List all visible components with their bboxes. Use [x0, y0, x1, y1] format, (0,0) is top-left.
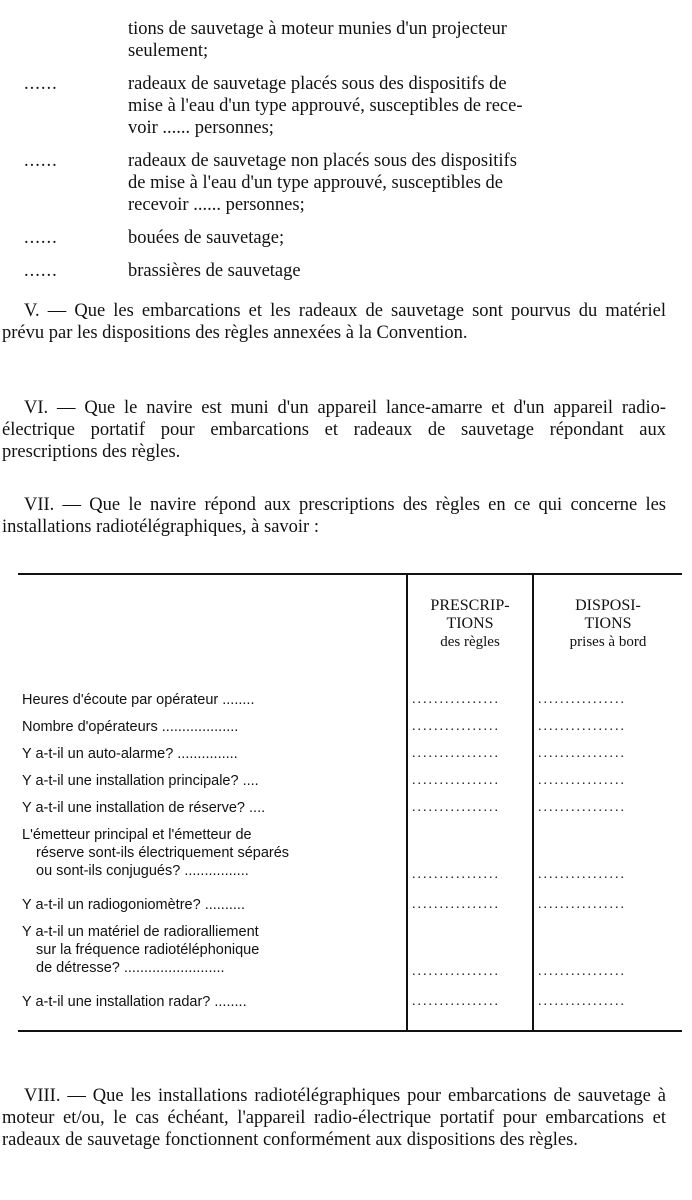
list-item	[0, 18, 692, 62]
table-cell: ................	[538, 867, 626, 882]
table-row-label: Y a-t-il une installation radar? ........	[22, 994, 247, 1010]
list-item-line: seulement;	[128, 41, 209, 61]
list-item-dots: ......	[24, 228, 58, 248]
list-item-line: tions de sauvetage à moteur munies d'un projecteur	[128, 19, 507, 39]
row-labels	[18, 677, 406, 1030]
table-cell: ................	[538, 800, 626, 815]
prescriptions-column	[406, 677, 532, 1030]
table-row-label: Y a-t-il un matériel de radioralliement sur la fréquence radiotéléphonique de détresse? .........................	[22, 924, 260, 976]
table-cell: ................	[538, 719, 626, 734]
list-item-line: bouées de sauvetage;	[128, 228, 285, 248]
table-body	[18, 677, 682, 1030]
list-item-dots: ......	[24, 261, 58, 281]
table-cell: ................	[412, 867, 500, 882]
list-item-dots: ......	[24, 151, 58, 171]
paragraph-vi: VI. — Que le navire est muni d'un appareil lance-amarre et d'un appareil radio-électrique portatif pour embarcations et radeaux de sauvetage répondant aux prescriptions des règles.	[2, 398, 666, 462]
column-header-prescriptions: PRESCRIP- TIONS des règles	[406, 575, 532, 677]
table-row-label: Y a-t-il un radiogoniomètre? ..........	[22, 897, 245, 913]
paragraph-viii: VIII. — Que les installations radiotélégraphiques pour embarcations de sauvetage à moteur et/ou, le cas échéant, l'appareil radio-électrique portatif pour embarcations et radeaux de sauvetage fonctionnent conformément aux dispositions des règles.	[2, 1086, 666, 1150]
list-item-line: de mise à l'eau d'un type approuvé, susceptibles de	[128, 173, 504, 193]
table-row-label: Y a-t-il un auto-alarme? ...............	[22, 746, 238, 762]
list-item-line: voir ...... personnes;	[128, 118, 274, 138]
radio-installations-table	[18, 573, 682, 1032]
table-cell: ................	[412, 964, 500, 979]
list-item	[0, 260, 692, 282]
table-cell: ................	[412, 719, 500, 734]
list-item-line: brassières de sauvetage	[128, 261, 301, 281]
table-row-label: Y a-t-il une installation de réserve? ....	[22, 800, 266, 816]
table-cell: ................	[412, 994, 500, 1009]
table-cell: ................	[412, 746, 500, 761]
table-row-label: Nombre d'opérateurs ...................	[22, 719, 239, 735]
table-row-label: L'émetteur principal et l'émetteur de réserve sont-ils électriquement séparés ou sont-ils conjugués? ................	[22, 827, 290, 879]
table-cell: ................	[538, 692, 626, 707]
lifesaving-list	[0, 18, 692, 293]
table-cell: ................	[412, 773, 500, 788]
list-item-dots: ......	[24, 74, 58, 94]
table-cell: ................	[412, 897, 500, 912]
table-cell: ................	[538, 964, 626, 979]
table-row-label: Y a-t-il une installation principale? ....	[22, 773, 259, 789]
table-header	[18, 575, 682, 677]
table-cell: ................	[412, 692, 500, 707]
list-item	[0, 150, 692, 216]
list-item-dots	[0, 18, 128, 62]
table-cell: ................	[538, 746, 626, 761]
list-item-line: radeaux de sauvetage placés sous des dispositifs de	[128, 74, 507, 94]
list-item-line: radeaux de sauvetage non placés sous des dispositifs	[128, 151, 517, 171]
list-item-line: mise à l'eau d'un type approuvé, susceptibles de rece-	[128, 96, 523, 116]
list-item-line: recevoir ...... personnes;	[128, 195, 305, 215]
table-cell: ................	[538, 994, 626, 1009]
table-cell: ................	[538, 773, 626, 788]
list-item	[0, 73, 692, 139]
paragraph-v: V. — Que les embarcations et les radeaux de sauvetage sont pourvus du matériel prévu par les dispositions des règles annexées à la Convention.	[2, 301, 666, 343]
paragraph-vii: VII. — Que le navire répond aux prescriptions des règles en ce qui concerne les installations radiotélégraphiques, à savoir :	[2, 495, 666, 537]
table-row-label: Heures d'écoute par opérateur ........	[22, 692, 255, 708]
table-cell: ................	[412, 800, 500, 815]
list-item	[0, 227, 692, 249]
table-cell: ................	[538, 897, 626, 912]
column-header-dispositions: DISPOSI- TIONS prises à bord	[532, 575, 682, 677]
dispositions-column	[532, 677, 682, 1030]
